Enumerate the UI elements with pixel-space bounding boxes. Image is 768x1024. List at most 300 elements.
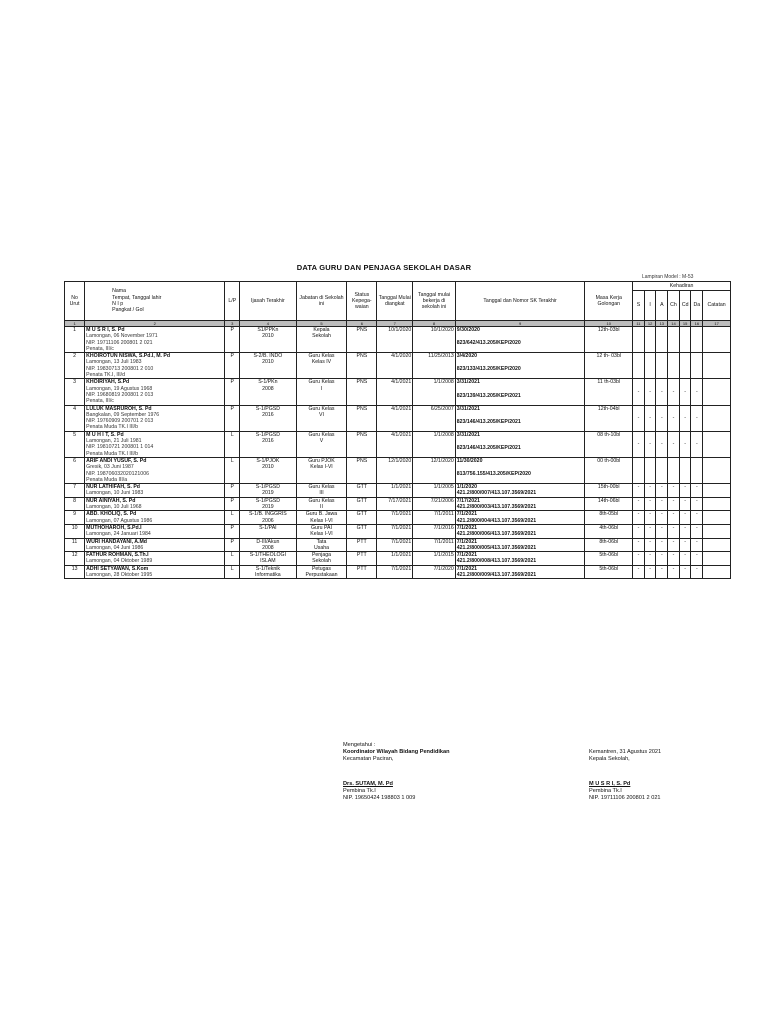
row-sk-line: 421.2/800/004/413.107.3569/2021 (456, 517, 537, 524)
sign-right-nip: NIP. 19711106 200801 2 021 (589, 795, 661, 801)
row-kehadiran-line: - (672, 415, 675, 421)
row-kehadiran-line: - (695, 511, 698, 518)
sign-left-line: Kecamatan Paciran, (343, 756, 394, 762)
row-sk (455, 538, 585, 552)
row-sk (455, 457, 585, 483)
row-jabatan-line: Usaha (313, 544, 329, 551)
row-tgl-mulai-line: 7/1/2021 (391, 511, 412, 518)
column-number: 2 (85, 321, 225, 327)
row-kehadiran-line: - (684, 415, 687, 421)
row-kehadiran (668, 327, 680, 353)
row-kehadiran (633, 524, 645, 538)
row-nama-line: Bangkalan, 09 September 1976 (86, 411, 160, 418)
row-kehadiran-line: - (649, 565, 651, 572)
row-ijasah (240, 552, 296, 566)
row-kehadiran (691, 353, 703, 379)
row-tgl-mulai-line: 7/17/2021 (388, 497, 412, 504)
row-status-line: PTT (356, 552, 367, 559)
table-row (65, 538, 731, 552)
row-lp-line: L (230, 565, 234, 572)
header-no: No Urut (65, 282, 85, 321)
row-kehadiran (644, 327, 656, 353)
row-kehadiran (656, 524, 668, 538)
row-sk-line: 421.2/800/005/413.107.3569/2021 (456, 544, 537, 551)
row-kehadiran-line: - (672, 497, 675, 504)
row-kehadiran-line: - (695, 552, 698, 559)
row-kehadiran (656, 405, 668, 431)
row-tgl-mulai-line: 4/1/2021 (391, 405, 412, 412)
row-nama-line: M U S R I, S. Pd (86, 327, 125, 333)
row-tgl-bekerja (413, 457, 455, 483)
lampiran-label: Lampiran Model : M-53 (642, 274, 694, 280)
column-number: 13 (656, 321, 668, 327)
column-number: 11 (633, 321, 645, 327)
row-kehadiran (691, 511, 703, 525)
row-nama (85, 565, 225, 579)
row-nama-line: NIP. 19810721 200801 1 014 (86, 444, 154, 451)
row-sk (455, 497, 585, 511)
row-kehadiran (668, 524, 680, 538)
row-kehadiran-line: - (660, 415, 663, 421)
column-number: 10 (585, 321, 633, 327)
row-nama-line: NIP. 19711106 200801 2 021 (86, 339, 153, 346)
row-kehadiran-line: - (660, 388, 663, 395)
row-lp-line: L (230, 511, 234, 518)
header-lp: L/P (225, 282, 240, 321)
row-nama-line: ADHI SETYAWAN, S.Kom (86, 565, 149, 572)
row-sk-line: 3/31/2021 (456, 431, 480, 438)
table-row (65, 353, 731, 379)
row-tgl-bekerja-line: 10/1/2020 (430, 327, 454, 333)
row-kehadiran-line: - (660, 538, 663, 545)
row-kehadiran (656, 538, 668, 552)
row-masa (585, 538, 633, 552)
row-kehadiran-line: - (660, 511, 663, 518)
row-nama-line: Penata, III/c (86, 345, 114, 352)
row-jabatan (296, 565, 347, 579)
row-lp (225, 552, 240, 566)
row-nama-line: NUR LATHIFAH, S. Pd (86, 484, 140, 491)
sign-right (589, 749, 661, 802)
row-ijasah (240, 379, 296, 405)
row-status (347, 511, 377, 525)
header-nama-line: Tempat, Tanggal lahir (112, 294, 162, 301)
row-ijasah (240, 353, 296, 379)
row-tgl-mulai-line: 10/1/2020 (388, 327, 412, 333)
teacher-table (64, 281, 731, 579)
row-kehadiran-line: - (637, 388, 640, 395)
row-kehadiran (633, 431, 645, 457)
row-nama-line: FATHUR ROHMAN, S.Th.I (86, 552, 149, 559)
sign-right-role: Kepala Sekolah, (589, 756, 630, 762)
row-tgl-bekerja-line: 11/25/2013 (428, 353, 454, 360)
row-jabatan-line: II (320, 504, 323, 511)
row-nama (85, 379, 225, 405)
row-kehadiran-line: - (672, 388, 675, 395)
row-tgl-mulai (377, 405, 413, 431)
row-kehadiran-line: - (637, 565, 640, 572)
row-no-line: 12 (71, 552, 78, 559)
row-ijasah-line: ISLAM (260, 558, 276, 565)
row-kehadiran (656, 431, 668, 457)
row-nama-line: Lamongan, 04 Oktober 1989 (86, 558, 153, 565)
header-nama-line: N I p (112, 301, 124, 307)
row-sk (455, 327, 585, 353)
row-masa (585, 457, 633, 483)
row-tgl-bekerja (413, 565, 455, 579)
row-no (65, 431, 85, 457)
row-ijasah-line: 2016 (262, 411, 274, 418)
row-kehadiran (644, 497, 656, 511)
row-ijasah-line: S-1/PGSD (255, 431, 280, 438)
row-jabatan-line: Guru Kelas (308, 497, 335, 504)
row-lp (225, 511, 240, 525)
table-row (65, 457, 731, 483)
row-jabatan-line: Tata (316, 538, 327, 545)
row-jabatan (296, 431, 347, 457)
row-kehadiran (633, 484, 645, 498)
row-kehadiran-line: - (695, 388, 698, 395)
row-tgl-mulai (377, 457, 413, 483)
row-nama (85, 538, 225, 552)
row-masa (585, 431, 633, 457)
row-lp (225, 524, 240, 538)
row-kehadiran (668, 511, 680, 525)
row-sk (455, 552, 585, 566)
row-tgl-bekerja (413, 431, 455, 457)
page-title: DATA GURU DAN PENJAGA SEKOLAH DASAR (296, 263, 472, 272)
row-ijasah-line: S-1/PAI (259, 524, 277, 531)
row-jabatan-line: VI (319, 411, 324, 418)
row-ijasah (240, 511, 296, 525)
row-kehadiran-line: - (660, 524, 663, 531)
row-sk-line: 823/146/413.205/KEP/2021 (456, 445, 521, 452)
row-tgl-mulai (377, 327, 413, 353)
row-lp-line: P (230, 353, 235, 360)
row-tgl-mulai-line: 7/1/2021 (391, 565, 412, 572)
sign-left-line: Mengetahui : (343, 742, 376, 748)
row-catatan (703, 353, 731, 379)
row-kehadiran-line: - (649, 497, 651, 504)
row-jabatan-line: Guru PJOK (308, 457, 335, 464)
row-kehadiran-line: - (684, 484, 687, 491)
row-kehadiran-line: - (637, 497, 640, 504)
row-tgl-bekerja (413, 379, 455, 405)
row-nama-line: NIP. 19680819 200801 2 013 (86, 391, 154, 398)
header-catatan: Catatan (703, 291, 731, 321)
row-lp-line: L (230, 431, 234, 438)
row-status (347, 524, 377, 538)
row-kehadiran (633, 497, 645, 511)
row-kehadiran (679, 552, 691, 566)
row-jabatan-line: Guru B. Jawa (305, 511, 338, 518)
row-jabatan-line: Perpustakaan (305, 571, 338, 578)
row-no-line: 4 (73, 405, 77, 412)
row-nama-line: WURI HANDAYANI, A.Md (86, 538, 147, 545)
row-tgl-bekerja-line: 7/21/2006 (430, 497, 454, 504)
row-sk (455, 431, 585, 457)
row-sk-line: 823/146/413.205/KEP/2021 (456, 418, 521, 425)
row-tgl-mulai (377, 565, 413, 579)
row-ijasah (240, 538, 296, 552)
row-lp (225, 353, 240, 379)
row-kehadiran-line: - (649, 415, 651, 421)
row-kehadiran-line: - (649, 388, 651, 395)
row-sk (455, 565, 585, 579)
row-status-line: GTT (356, 497, 368, 504)
row-tgl-bekerja (413, 524, 455, 538)
row-nama-line: Lamongan, 19 Agustus 1968 (86, 385, 153, 392)
row-nama-line: Lamongan, 28 Oktober 1995 (86, 571, 153, 578)
row-lp (225, 405, 240, 431)
row-jabatan-line: Petugas (311, 565, 331, 572)
row-no (65, 353, 85, 379)
row-kehadiran (691, 379, 703, 405)
row-nama-line: NIP. 198706032020121006 (86, 470, 149, 477)
table-row (65, 497, 731, 511)
row-jabatan (296, 327, 347, 353)
row-tgl-bekerja-line: 1/1/2008 (433, 379, 454, 386)
row-tgl-bekerja-line: 1/1/2008 (433, 431, 454, 438)
row-lp (225, 538, 240, 552)
row-lp-line: L (230, 552, 234, 559)
row-no (65, 497, 85, 511)
column-number: 15 (679, 321, 691, 327)
header-status: Status Kepega- waian (347, 282, 377, 321)
row-masa (585, 552, 633, 566)
row-kehadiran-line: - (637, 524, 640, 531)
row-kehadiran (633, 353, 645, 379)
row-kehadiran-line: - (637, 538, 640, 545)
row-nama-line: ABD. KHOLIQ, S. Pd (86, 511, 137, 518)
row-ijasah-line: Informatika (255, 571, 281, 578)
header-keh-a: A (656, 291, 668, 321)
row-nama-line: Lamongan, 24 Januari 1984 (86, 531, 151, 538)
row-kehadiran (656, 552, 668, 566)
row-tgl-mulai-line: 12/1/2020 (388, 457, 412, 464)
row-no-line: 2 (73, 353, 77, 360)
row-status-line: PTT (356, 565, 367, 572)
row-nama-line: Penata Muda TK.I III/b (86, 450, 138, 457)
row-kehadiran-line: - (684, 524, 687, 531)
row-nama (85, 484, 225, 498)
row-kehadiran-line: - (660, 552, 663, 559)
row-kehadiran-line: - (684, 552, 687, 559)
row-jabatan-line: I (320, 385, 323, 392)
row-kehadiran (644, 565, 656, 579)
row-kehadiran (656, 565, 668, 579)
row-status-line: PNS (356, 379, 368, 386)
header-keh-i: I (644, 291, 656, 321)
row-kehadiran (691, 431, 703, 457)
row-masa (585, 327, 633, 353)
row-ijasah-line: S-1/PJOK (256, 457, 280, 464)
row-kehadiran-line: - (649, 524, 651, 531)
row-jabatan (296, 484, 347, 498)
row-kehadiran (633, 327, 645, 353)
row-nama-line: KHOIRIYAH, S.Pd (86, 379, 130, 386)
header-keh-da: Da (691, 291, 703, 321)
column-number: 1 (65, 321, 85, 327)
row-kehadiran-line: - (695, 415, 698, 421)
row-tgl-bekerja (413, 552, 455, 566)
row-nama-line: Lamongan, 10 Juli 1968 (86, 504, 142, 511)
row-sk-line: 3/31/2021 (456, 379, 480, 386)
row-nama-line: Penata, III/c (86, 398, 114, 405)
row-nama (85, 327, 225, 353)
row-status (347, 379, 377, 405)
row-kehadiran (691, 538, 703, 552)
row-status (347, 353, 377, 379)
sign-right-name: M U S R I, S. Pd (589, 781, 631, 787)
row-kehadiran (691, 552, 703, 566)
row-sk-line: 7/1/2021 (456, 552, 477, 559)
row-kehadiran (668, 431, 680, 457)
row-ijasah-line: 2016 (262, 438, 274, 445)
row-ijasah-line: S-1/PGSD (255, 497, 280, 504)
row-kehadiran (679, 524, 691, 538)
column-number: 9 (455, 321, 585, 327)
row-kehadiran-line: - (672, 524, 675, 531)
row-ijasah (240, 405, 296, 431)
row-masa (585, 511, 633, 525)
row-status-line: PNS (356, 327, 368, 333)
row-ijasah-line: S-1/PGSD (255, 484, 280, 491)
row-nama (85, 353, 225, 379)
sign-left-rank: Pembina Tk.I (343, 788, 376, 794)
row-kehadiran (679, 457, 691, 483)
column-number: 12 (644, 321, 656, 327)
row-kehadiran-line: - (684, 538, 687, 545)
row-jabatan (296, 379, 347, 405)
row-kehadiran-line: - (672, 565, 675, 572)
row-lp-line: P (230, 497, 235, 504)
row-kehadiran (633, 552, 645, 566)
row-tgl-bekerja-line: 1/1/2015 (433, 552, 454, 559)
row-masa (585, 497, 633, 511)
row-no (65, 565, 85, 579)
header-keh-cd: Cd (679, 291, 691, 321)
row-tgl-mulai (377, 552, 413, 566)
row-jabatan-line: Kelas IV (311, 359, 332, 366)
row-ijasah-line: S-1/PKn (258, 379, 278, 386)
row-kehadiran (691, 405, 703, 431)
row-jabatan-line: Sekolah (312, 558, 331, 565)
row-jabatan-line: Guru Kelas (308, 405, 335, 412)
row-status (347, 565, 377, 579)
row-status (347, 538, 377, 552)
row-lp-line: P (230, 524, 235, 531)
row-nama (85, 552, 225, 566)
row-lp (225, 431, 240, 457)
row-catatan (703, 457, 731, 483)
row-jabatan-line: Guru Kelas (308, 431, 335, 438)
sign-left-name: Drs. SUTAM, M. Pd (343, 781, 393, 787)
row-tgl-mulai (377, 497, 413, 511)
row-lp-line: L (230, 457, 234, 464)
row-jabatan (296, 552, 347, 566)
row-kehadiran (644, 552, 656, 566)
row-tgl-bekerja-line: 7/1/2016 (433, 524, 454, 531)
row-lp (225, 497, 240, 511)
row-kehadiran (668, 405, 680, 431)
row-catatan (703, 431, 731, 457)
row-kehadiran-line: - (637, 415, 640, 421)
row-tgl-bekerja-line: 7/1/2011 (433, 538, 454, 545)
row-no-line: 3 (73, 379, 77, 386)
row-kehadiran-line: - (684, 565, 687, 572)
row-jabatan (296, 511, 347, 525)
row-sk (455, 353, 585, 379)
row-kehadiran (679, 379, 691, 405)
row-ijasah (240, 565, 296, 579)
row-kehadiran (644, 353, 656, 379)
row-kehadiran (691, 484, 703, 498)
row-kehadiran (656, 497, 668, 511)
row-jabatan-line: Guru Kelas (308, 353, 335, 360)
sign-right-rank: Pembina Tk.I (589, 788, 622, 794)
row-sk (455, 511, 585, 525)
row-kehadiran (691, 457, 703, 483)
row-status (347, 457, 377, 483)
row-kehadiran-line: - (637, 441, 640, 448)
table-row (65, 431, 731, 457)
row-tgl-mulai-line: 4/1/2020 (391, 353, 412, 360)
row-kehadiran (656, 353, 668, 379)
row-ijasah (240, 327, 296, 353)
row-tgl-mulai (377, 353, 413, 379)
row-no (65, 379, 85, 405)
row-sk-line: 7/17/2021 (456, 497, 480, 504)
header-jabatan: Jabatan di Sekolah ini (296, 282, 347, 321)
row-lp-line: P (230, 327, 235, 333)
row-kehadiran (644, 431, 656, 457)
row-kehadiran (668, 353, 680, 379)
row-kehadiran-line: - (660, 441, 663, 448)
row-lp-line: P (230, 405, 235, 412)
row-jabatan-line: Kelas I-VI (310, 464, 333, 471)
row-tgl-mulai-line: 4/1/2021 (391, 379, 412, 386)
row-ijasah-line: 2010 (262, 333, 274, 340)
row-kehadiran (633, 379, 645, 405)
row-masa-line: 4th-06bl (599, 524, 619, 531)
column-number: 14 (668, 321, 680, 327)
row-catatan (703, 565, 731, 579)
row-jabatan (296, 497, 347, 511)
row-kehadiran-line: - (672, 441, 675, 448)
row-kehadiran-line: - (649, 441, 651, 448)
row-no-line: 10 (71, 524, 78, 531)
row-tgl-mulai (377, 379, 413, 405)
header-nama-line: Pangkat / Gol (112, 307, 144, 314)
row-nama (85, 497, 225, 511)
header-ijasah: Ijasah Terakhir (240, 282, 296, 321)
row-ijasah-line: S-1/Teknik (255, 565, 280, 572)
header-keh-s: S (633, 291, 645, 321)
row-nama-line: Lamongan, 07 Agustus 1986 (86, 517, 153, 524)
row-tgl-bekerja (413, 327, 455, 353)
row-tgl-bekerja-line: 6/25/2007 (430, 405, 454, 412)
row-nama-line: Lamongan, 06 November 1971 (86, 333, 158, 340)
row-ijasah (240, 497, 296, 511)
row-catatan (703, 484, 731, 498)
row-kehadiran-line: - (649, 552, 651, 559)
row-kehadiran (668, 538, 680, 552)
row-kehadiran-line: - (684, 441, 687, 448)
row-kehadiran-line: - (684, 497, 687, 504)
row-masa (585, 379, 633, 405)
row-tgl-bekerja-line: 7/1/2011 (433, 511, 454, 518)
